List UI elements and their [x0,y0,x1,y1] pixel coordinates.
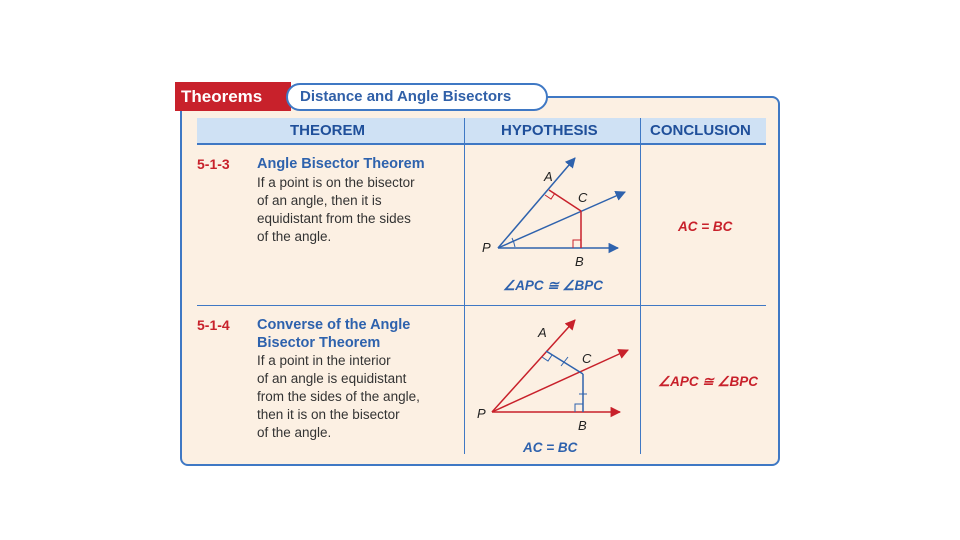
column-divider [464,118,465,454]
right-angle-mark-b [575,404,583,412]
statement-line: If a point in the interior [257,353,391,368]
conclusion: ∠APC ≅ ∠BPC [658,374,759,389]
label-a: A [544,169,553,184]
hypothesis-caption: ∠APC ≅ ∠BPC [503,278,604,293]
label-a: A [538,325,547,340]
label-b: B [578,418,587,433]
statement-line: then it is on the bisector [257,407,400,422]
statement-line: of the angle. [257,425,332,440]
statement-line: If a point is on the bisector [257,175,415,190]
theorem-number: 5-1-4 [197,317,230,333]
column-header-hypothesis: HYPOTHESIS [501,122,598,139]
ray-pc [498,192,625,248]
angle-mark-p [512,238,515,247]
ray-pa [492,320,575,412]
column-header-theorem: THEOREM [290,122,365,139]
ray-pa [498,158,575,248]
theorem-name-line: Bisector Theorem [257,335,381,351]
statement-line: from the sides of the angle, [257,389,420,404]
theorem-statement [257,174,415,246]
row-divider [197,305,766,306]
label-p: P [482,240,491,255]
column-divider [640,118,641,454]
label-b: B [575,254,584,269]
statement-line: of the angle. [257,229,332,244]
theorem-name-line: Angle Bisector Theorem [257,156,425,172]
label-p: P [477,406,486,421]
theorem-statement [257,352,420,442]
theorems-tab: Theorems [175,82,291,111]
statement-line: equidistant from the sides [257,211,411,226]
theorem-name-line: Converse of the Angle [257,317,411,333]
hypothesis-caption: AC = BC [523,440,578,455]
box-title: Distance and Angle Bisectors [286,83,548,111]
segment-ac [549,190,581,211]
right-angle-mark-a [545,193,555,199]
theorem-number: 5-1-3 [197,156,230,172]
statement-line: of an angle is equidistant [257,371,407,386]
column-header-conclusion: CONCLUSION [650,122,751,139]
conclusion: AC = BC [678,219,733,234]
right-angle-mark-b [573,240,581,248]
theorem-name [257,316,410,352]
segment-ac [546,351,583,374]
label-c: C [578,190,588,205]
theorem-name [257,155,425,173]
label-c: C [582,351,592,366]
hypothesis-diagram-1 [470,150,635,275]
hypothesis-diagram-2 [470,310,635,435]
statement-line: of an angle, then it is [257,193,382,208]
